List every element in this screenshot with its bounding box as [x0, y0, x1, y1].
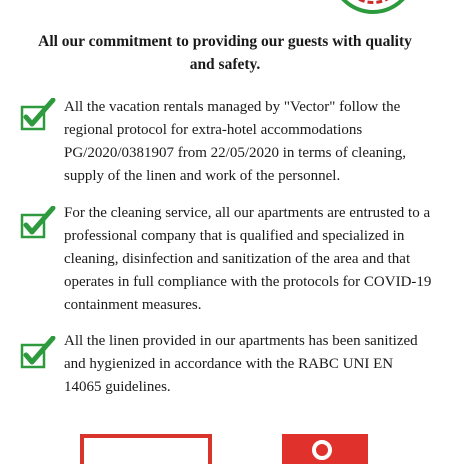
check-icon — [20, 336, 56, 370]
check-icon — [20, 206, 56, 240]
footer-badge-left — [80, 434, 212, 464]
list-item-text: All the linen provided in our apartments has been sanitized and hygienized in accordance with the RABC UNI EN 14065 guidelines. — [64, 333, 418, 395]
list-item-text: All the vacation rentals managed by "Vector" follow the regional protocol for extra-hotel accommodations PG/2020/0381907 from 22/05/2020 in terms of cleaning, supply of the linen and work of the personnel. — [64, 99, 407, 184]
check-icon — [20, 98, 56, 132]
page-title: All our commitment to providing our guests with quality and safety. — [38, 33, 412, 73]
seal-logo — [330, 0, 416, 14]
footer-badge-right — [282, 434, 368, 464]
list-item-text: For the cleaning service, all our apartments are entrusted to a professional company that is qualified and specialized in cleaning, disinfection and sanitization of the area and that operates in full compliance with the protocols for COVID-19 containment measures. — [64, 205, 432, 313]
location-pin-icon — [312, 440, 332, 460]
